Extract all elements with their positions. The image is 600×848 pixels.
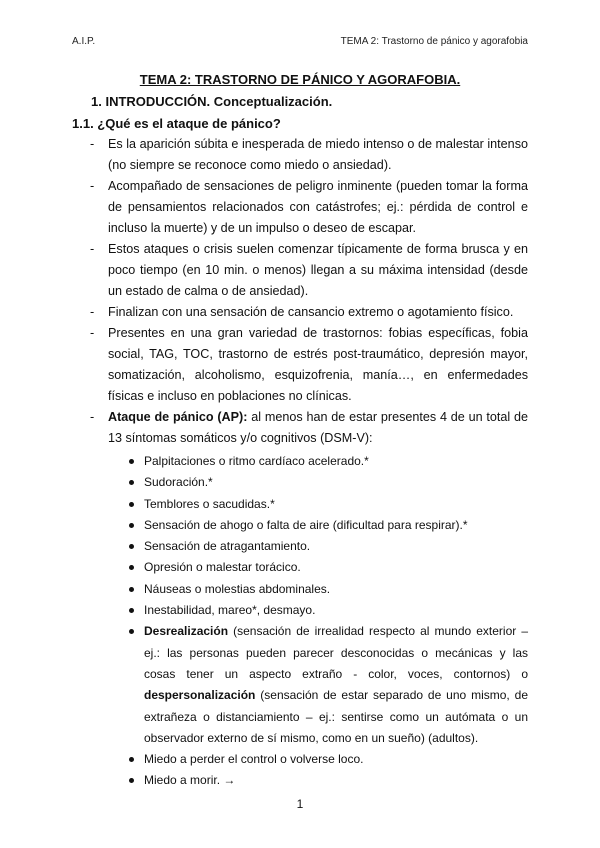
symptom-item: Sensación de ahogo o falta de aire (dificultad para respirar).* xyxy=(108,515,528,536)
symptom-item: Opresión o malestar torácico. xyxy=(108,557,528,578)
list-item: - Acompañado de sensaciones de peligro inminente (pueden tomar la forma de pensamientos relacionados con catástrofes; ej.: pérdida de control e incluso la muerte) y de un impulso o deseo de escapar. xyxy=(90,176,528,239)
subsection-heading: 1.1. ¿Qué es el ataque de pánico? xyxy=(72,116,281,131)
symptom-item: Palpitaciones o ritmo cardíaco acelerado.* xyxy=(108,451,528,472)
symptom-item: Sudoración.* xyxy=(108,472,528,493)
header-left: A.I.P. xyxy=(72,36,96,47)
list-item: - Es la aparición súbita e inesperada de miedo intenso o de malestar intenso (no siempre se reconoce como miedo o ansiedad). xyxy=(90,134,528,176)
panic-attack-label: Ataque de pánico (AP): xyxy=(108,410,248,424)
list-item: - Finalizan con una sensación de cansancio extremo o agotamiento físico. xyxy=(90,302,528,323)
page-number: 1 xyxy=(296,797,304,811)
header-right: TEMA 2: Trastorno de pánico y agorafobia xyxy=(340,36,528,47)
section-heading: 1. INTRODUCCIÓN. Conceptualización. xyxy=(91,94,333,109)
symptom-item: Miedo a perder el control o volverse loco. xyxy=(108,749,528,770)
derealization-text: (sensación de irrealidad respecto al mundo exterior – ej.: las personas pueden parecer desconocidas o mecánicas y las cosas tener un aspecto extraño - color, voces, contornos) o xyxy=(144,624,528,681)
symptom-item: Inestabilidad, mareo*, desmayo. xyxy=(108,600,528,621)
depersonalization-label: despersonalización xyxy=(144,688,256,703)
symptom-item: Temblores o sacudidas.* xyxy=(108,494,528,515)
list-item: - Presentes en una gran variedad de trastornos: fobias específicas, fobia social, TAG, TOC, trastorno de estrés post-traumático, depresión mayor, somatización, alcoholismo, esquizofrenia, manía…, en enfermedades físicas e incluso en poblaciones no clínicas. xyxy=(90,323,528,407)
symptom-item-derealization xyxy=(108,621,528,749)
symptom-item: Náuseas o molestias abdominales. xyxy=(108,579,528,600)
panic-attack-text: al menos han de estar presentes 4 de un total de 13 síntomas somáticos y/o cognitivos (DSM-V): xyxy=(108,410,529,445)
list-item-panic-attack xyxy=(90,407,528,792)
symptom-item: Sensación de atragantamiento. xyxy=(108,536,528,557)
depersonalization-text: (sensación de estar separado de uno mismo, de extrañeza o distanciamiento – ej.: sentirse como un autómata o un observador externo de sí mismo, como en un sueño) (adultos). xyxy=(144,688,528,745)
derealization-label: Desrealización xyxy=(144,624,229,639)
document-title: TEMA 2: TRASTORNO DE PÁNICO Y AGORAFOBIA. xyxy=(139,72,461,87)
symptom-list xyxy=(108,451,528,792)
list-item: - Estos ataques o crisis suelen comenzar típicamente de forma brusca y en poco tiempo (en 10 min. o menos) llegan a su máxima intensidad (desde un estado de calma o de ansiedad). xyxy=(90,239,528,302)
symptom-item: Miedo a morir. → xyxy=(108,770,528,791)
main-list xyxy=(90,134,528,792)
